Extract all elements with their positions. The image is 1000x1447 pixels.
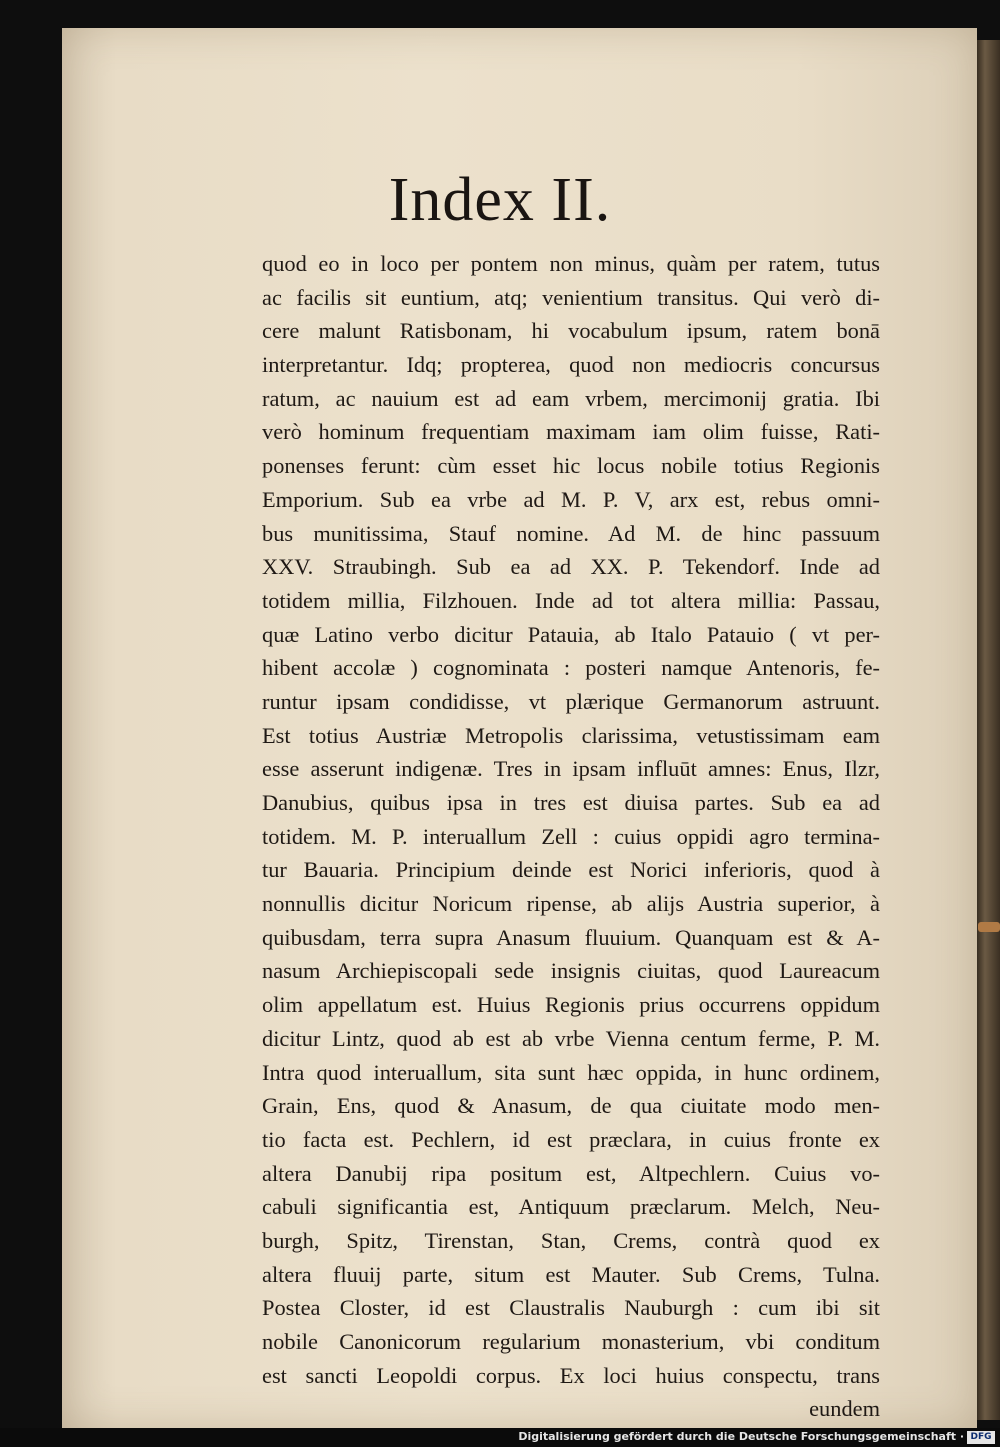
dfg-logo: DFG (967, 1431, 995, 1444)
text-line: totidem. M. P. interuallum Zell : cuius oppidi agro termina- (262, 823, 880, 849)
text-line: tio facta est. Pechlern, id est præclara, in cuius fronte ex (262, 1126, 880, 1152)
text-line: quibusdam, terra supra Anasum fluuium. Quanquam est & A- (262, 924, 880, 950)
text-line: totidem millia, Filzhouen. Inde ad tot altera millia: Passau, (262, 587, 880, 613)
text-line: dicitur Lintz, quod ab est ab vrbe Vienna centum ferme, P. M. (262, 1025, 880, 1051)
text-line: nasum Archiepiscopali sede insignis ciuitas, quod Laureacum (262, 958, 880, 984)
text-line: esse asserunt indigenæ. Tres in ipsam influūt amnes: Enus, Ilzr, (262, 756, 880, 782)
text-line: bus munitissima, Stauf nomine. Ad M. de hinc passuum (262, 520, 880, 546)
text-line: Intra quod interuallum, sita sunt hæc oppida, in hunc ordinem, (262, 1059, 880, 1085)
body-text (262, 247, 880, 1426)
funding-notice: Digitalisierung gefördert durch die Deutsche Forschungsgemeinschaft · (518, 1430, 964, 1443)
text-line: hibent accolæ ) cognominata : posteri namque Antenoris, fe- (262, 655, 880, 681)
text-line: runtur ipsam condidisse, vt plærique Germanorum astruunt. (262, 688, 880, 714)
text-line: cere malunt Ratisbonam, hi vocabulum ipsum, ratem bonā (262, 318, 880, 344)
page-edge (975, 40, 1000, 1420)
text-line: ratum, ac nauium est ad eam vrbem, mercimonij gratia. Ibi (262, 385, 880, 411)
text-line: quod eo in loco per pontem non minus, quàm per ratem, tutus (262, 251, 880, 276)
text-line: Emporium. Sub ea vrbe ad M. P. V, arx est, rebus omni- (262, 486, 880, 512)
text-line: nobile Canonicorum regularium monasterium, vbi conditum (262, 1329, 880, 1354)
text-line: cabuli significantia est, Antiquum præclarum. Melch, Neu- (262, 1194, 880, 1220)
text-line: Grain, Ens, quod & Anasum, de qua ciuitate modo men- (262, 1093, 880, 1119)
text-line: olim appellatum est. Huius Regionis prius occurrens oppidum (262, 992, 880, 1018)
text-line: Est totius Austriæ Metropolis clarissima, vetustissimam eam (262, 722, 880, 748)
text-line: Danubius, quibus ipsa in tres est diuisa partes. Sub ea ad (262, 790, 880, 815)
footer-bar (0, 1428, 1000, 1447)
page-edge-mark (978, 922, 1000, 932)
catchword: eundem (809, 1396, 880, 1422)
text-line: quæ Latino verbo dicitur Patauia, ab Italo Patauio ( vt per- (262, 621, 880, 647)
text-line: nonnullis dicitur Noricum ripense, ab alijs Austria superior, à (262, 891, 880, 917)
page-heading: Index II. (388, 166, 612, 234)
text-line: altera fluuij parte, situm est Mauter. Sub Crems, Tulna. (262, 1261, 880, 1287)
text-line: ac facilis sit euntium, atq; venientium transitus. Qui verò di- (262, 284, 880, 310)
text-line: est sancti Leopoldi corpus. Ex loci huius conspectu, trans (262, 1362, 880, 1388)
text-line: altera Danubij ripa positum est, Altpechlern. Cuius vo- (262, 1160, 880, 1186)
text-line: tur Bauaria. Principium deinde est Norici inferioris, quod à (262, 857, 880, 883)
text-line: XXV. Straubingh. Sub ea ad XX. P. Tekendorf. Inde ad (262, 554, 880, 580)
text-line: Postea Closter, id est Claustralis Nauburgh : cum ibi sit (262, 1295, 880, 1321)
text-line: verò hominum frequentiam maximam iam olim fuisse, Rati- (262, 419, 880, 445)
text-line: interpretantur. Idq; propterea, quod non mediocris concursus (262, 352, 880, 378)
text-line: burgh, Spitz, Tirenstan, Stan, Crems, contrà quod ex (262, 1227, 880, 1253)
text-line: ponenses ferunt: cùm esset hic locus nobile totius Regionis (262, 453, 880, 479)
